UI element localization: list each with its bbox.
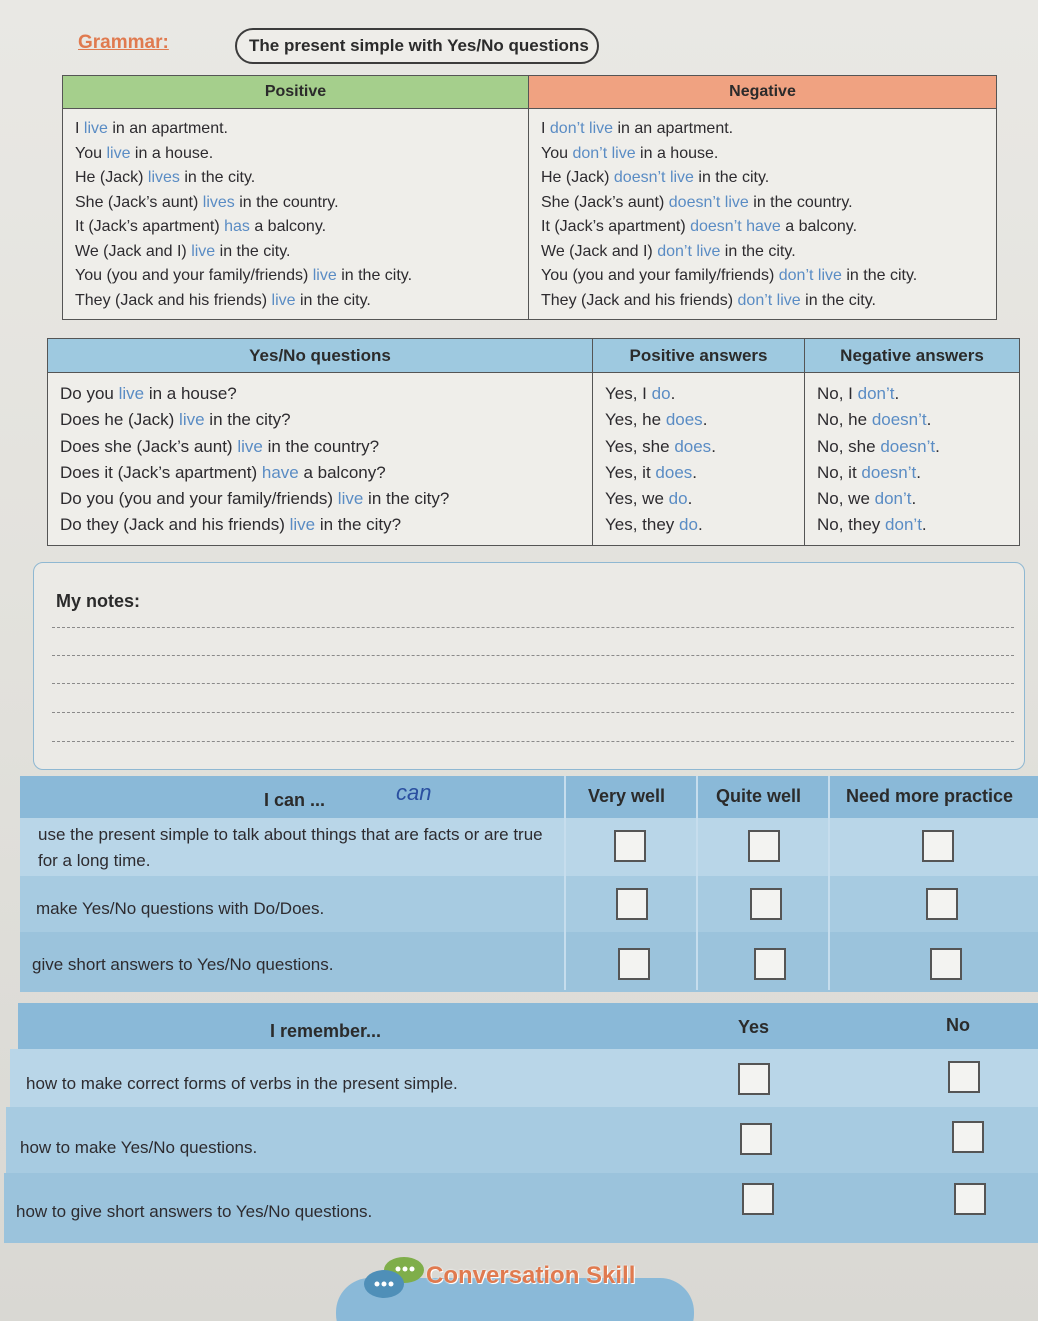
sentence-part: . xyxy=(670,384,676,403)
sentence-part: . xyxy=(697,515,703,535)
keyword: live xyxy=(191,242,216,260)
notes-title: My notes: xyxy=(56,591,141,611)
notes-box xyxy=(33,562,1025,770)
i-remember-row-text: how to make correct forms of verbs in the present simple. xyxy=(26,1074,458,1093)
sentence-part: No, he xyxy=(817,410,872,430)
keyword: does xyxy=(665,410,703,430)
sentence-part: . xyxy=(692,462,698,482)
topic-title-text: The present simple with Yes/No questions xyxy=(249,36,589,55)
i-can-row xyxy=(20,818,1038,876)
sentence-part: I xyxy=(75,120,84,137)
sentence-part: in the city. xyxy=(720,242,796,260)
sentence-part: in the country. xyxy=(748,193,853,211)
sentence-part: She (Jack’s aunt) xyxy=(541,193,669,211)
quite-well-header: Quite well xyxy=(716,786,802,806)
keyword: lives xyxy=(147,169,180,186)
sentence-part: It (Jack’s apartment) xyxy=(541,218,691,235)
positive-sentence xyxy=(75,117,520,142)
i-can-row-text: give short answers to Yes/No questions. xyxy=(32,955,334,974)
negative-column xyxy=(529,109,997,320)
i-can-row xyxy=(20,932,1038,992)
negative-sentence xyxy=(541,166,988,191)
i-can-row-text: make Yes/No questions with Do/Does. xyxy=(36,899,325,918)
i-remember-row xyxy=(10,1049,1038,1107)
keyword: doesn’t have xyxy=(690,218,781,235)
keyword: don’t xyxy=(857,384,895,403)
sentence-part: in the city. xyxy=(693,169,770,186)
sentence-part: . xyxy=(894,384,900,403)
yes-no-question xyxy=(60,460,584,486)
column-divider xyxy=(828,776,830,990)
i-remember-row xyxy=(6,1107,1038,1173)
sentence-part: Does she (Jack’s aunt) xyxy=(60,436,238,456)
sentence-part: a balcony. xyxy=(249,218,327,235)
handwritten-scribble: can xyxy=(396,780,432,805)
positive-sentence xyxy=(75,240,520,265)
negative-answers-column xyxy=(805,373,1020,546)
i-can-row-text: use the present simple to talk about things that are facts or are true for a long time. xyxy=(38,825,543,870)
sentence-part: You xyxy=(541,144,573,162)
sentence-part: Yes, I xyxy=(605,384,652,403)
i-remember-table xyxy=(0,1003,1038,1245)
sentence-part: in the city? xyxy=(204,410,291,430)
positive-answer xyxy=(605,460,796,486)
negative-sentence xyxy=(541,215,988,240)
yes-no-question xyxy=(60,512,584,538)
sentence-part: . xyxy=(702,410,708,430)
keyword: live xyxy=(337,489,364,509)
positive-answer xyxy=(605,381,796,407)
negative-answer xyxy=(817,434,1011,460)
yes-no-table xyxy=(47,338,1020,546)
yes-checkbox[interactable] xyxy=(740,1123,772,1155)
i-remember-row-text: how to make Yes/No questions. xyxy=(20,1138,258,1157)
negative-header: Negative xyxy=(529,76,997,109)
keyword: don’t xyxy=(874,489,912,509)
need-more-practice-checkbox[interactable] xyxy=(930,948,962,980)
sentence-part: Does he (Jack) xyxy=(60,410,180,430)
positive-negative-table xyxy=(62,75,997,320)
sentence-part: in the city. xyxy=(841,267,918,284)
negative-answer xyxy=(817,407,1011,433)
positive-answers-header: Positive answers xyxy=(593,339,805,373)
column-divider xyxy=(696,776,698,990)
very-well-header: Very well xyxy=(588,786,666,806)
sentence-part: You (you and your family/friends) xyxy=(75,267,313,284)
very-well-checkbox[interactable] xyxy=(618,948,650,980)
yes-header: Yes xyxy=(738,1017,770,1037)
sentence-part: in the city. xyxy=(179,169,256,186)
sentence-part: No, they xyxy=(817,515,886,535)
sentence-part: We (Jack and I) xyxy=(75,242,192,260)
yes-no-question xyxy=(60,486,584,512)
keyword: live xyxy=(237,436,263,456)
sentence-part: . xyxy=(916,462,921,482)
sentence-part: No, it xyxy=(817,462,862,482)
keyword: don’t live xyxy=(737,291,801,309)
sentence-part: in a house. xyxy=(635,144,719,162)
i-remember-row-text: how to give short answers to Yes/No questions. xyxy=(16,1202,373,1221)
yes-checkbox[interactable] xyxy=(738,1063,770,1095)
sentence-part: No, we xyxy=(817,489,875,509)
keyword: live xyxy=(83,120,108,137)
sentence-part: No, she xyxy=(817,436,881,456)
sentence-part: in the city? xyxy=(315,515,402,535)
need-more-practice-header: Need more practice xyxy=(846,786,1014,806)
keyword: do xyxy=(651,384,671,403)
i-can-header-row xyxy=(20,776,1038,818)
questions-column xyxy=(48,373,593,546)
column-divider xyxy=(564,776,566,990)
sentence-part: in the city. xyxy=(295,291,371,309)
keyword: don’t live xyxy=(549,120,614,137)
sentence-part: . xyxy=(935,436,940,456)
no-checkbox[interactable] xyxy=(954,1183,986,1215)
positive-answer xyxy=(605,486,796,512)
positive-sentence xyxy=(75,142,520,167)
sentence-part: a balcony. xyxy=(780,218,858,235)
negative-sentence xyxy=(541,117,988,142)
keyword: have xyxy=(261,462,299,482)
sentence-part: in a house? xyxy=(144,384,237,403)
sentence-part: in the city. xyxy=(336,267,413,284)
keyword: do xyxy=(679,515,698,535)
keyword: don’t live xyxy=(572,144,636,162)
negative-answers-header: Negative answers xyxy=(805,339,1020,373)
keyword: doesn’t xyxy=(861,462,917,482)
sentence-part: in a house. xyxy=(130,144,214,162)
keyword: does xyxy=(674,436,712,456)
need-more-practice-checkbox[interactable] xyxy=(926,888,958,920)
yes-no-question xyxy=(60,407,584,433)
keyword: live xyxy=(289,515,316,535)
i-remember-header-row xyxy=(18,1003,1038,1049)
very-well-checkbox[interactable] xyxy=(616,888,648,920)
sentence-part: He (Jack) xyxy=(541,169,614,186)
positive-sentence xyxy=(75,264,520,289)
negative-answer xyxy=(817,381,1011,407)
sentence-part: We (Jack and I) xyxy=(541,242,658,260)
no-header: No xyxy=(946,1015,970,1035)
sentence-part: Yes, it xyxy=(605,462,656,482)
negative-answer xyxy=(817,460,1011,486)
notes-line[interactable] xyxy=(52,741,1014,742)
sentence-part: in an apartment. xyxy=(613,120,734,137)
positive-answers-column xyxy=(593,373,805,546)
sentence-part: He (Jack) xyxy=(75,169,148,186)
sentence-part: No, I xyxy=(817,384,858,403)
yes-no-question xyxy=(60,381,584,407)
positive-answer xyxy=(605,407,796,433)
sentence-part: . xyxy=(711,436,716,456)
sentence-part: Yes, she xyxy=(605,436,675,456)
sentence-part: . xyxy=(921,515,927,535)
sentence-part: a balcony? xyxy=(298,462,386,482)
quite-well-checkbox[interactable] xyxy=(748,830,780,862)
grammar-section-label: Grammar: xyxy=(78,32,169,53)
conversation-skill-title: Conversation Skill xyxy=(426,1262,636,1289)
keyword: don’t live xyxy=(778,267,842,284)
topic-title xyxy=(235,28,599,64)
keyword: live xyxy=(118,384,145,403)
sentence-part: They (Jack and his friends) xyxy=(541,291,738,309)
sentence-part: . xyxy=(926,410,932,430)
notes-line[interactable] xyxy=(52,627,1014,628)
sentence-part: Yes, they xyxy=(605,515,680,535)
negative-sentence xyxy=(541,142,988,167)
sentence-part: Yes, we xyxy=(605,489,669,509)
positive-sentence xyxy=(75,166,520,191)
sentence-part: Do they (Jack and his friends) xyxy=(60,515,290,535)
very-well-checkbox[interactable] xyxy=(614,830,646,862)
keyword: live xyxy=(106,144,131,162)
sentence-part: in the country? xyxy=(262,436,380,456)
keyword: live xyxy=(271,291,296,309)
keyword: live xyxy=(312,267,337,284)
sentence-part: I xyxy=(541,120,550,137)
sentence-part: in the city. xyxy=(800,291,876,309)
sentence-part: Do you (you and your family/friends) xyxy=(60,489,338,509)
positive-sentence xyxy=(75,215,520,240)
keyword: don’t xyxy=(885,515,922,535)
sentence-part: in the city. xyxy=(215,242,291,260)
sentence-part: in the country. xyxy=(234,193,339,211)
notes-line[interactable] xyxy=(52,712,1014,713)
sentence-part: . xyxy=(687,489,693,509)
quite-well-checkbox[interactable] xyxy=(754,948,786,980)
negative-sentence xyxy=(541,191,988,216)
no-checkbox[interactable] xyxy=(948,1061,980,1093)
positive-sentence xyxy=(75,289,520,314)
i-can-row xyxy=(20,876,1038,932)
yes-checkbox[interactable] xyxy=(742,1183,774,1215)
positive-sentence xyxy=(75,191,520,216)
keyword: live xyxy=(179,410,205,430)
sentence-part: You (you and your family/friends) xyxy=(541,267,779,284)
i-can-table xyxy=(20,776,1038,992)
keyword: doesn’t live xyxy=(668,193,749,211)
positive-header: Positive xyxy=(63,76,529,109)
i-remember-header: I remember... xyxy=(270,1021,382,1041)
positive-column xyxy=(63,109,529,320)
i-remember-row xyxy=(4,1173,1038,1243)
questions-header: Yes/No questions xyxy=(48,339,593,373)
notes-line[interactable] xyxy=(52,683,1014,684)
keyword: doesn’t xyxy=(880,436,936,456)
speech-bubble-icon xyxy=(360,1256,426,1302)
keyword: does xyxy=(655,462,693,482)
sentence-part: in an apartment. xyxy=(107,120,228,137)
keyword: has xyxy=(224,218,250,235)
quite-well-checkbox[interactable] xyxy=(750,888,782,920)
positive-answer xyxy=(605,512,796,538)
sentence-part: It (Jack’s apartment) xyxy=(75,218,225,235)
yes-no-question xyxy=(60,434,584,460)
negative-answer xyxy=(817,486,1011,512)
sentence-part: Do you xyxy=(60,384,119,403)
no-checkbox[interactable] xyxy=(952,1121,984,1153)
sentence-part: She (Jack’s aunt) xyxy=(75,193,203,211)
conversation-skill-banner xyxy=(330,1252,695,1321)
keyword: doesn’t live xyxy=(613,169,694,186)
keyword: lives xyxy=(202,193,235,211)
need-more-practice-checkbox[interactable] xyxy=(922,830,954,862)
sentence-part: Yes, he xyxy=(605,410,666,430)
negative-sentence xyxy=(541,264,988,289)
notes-line[interactable] xyxy=(52,655,1014,656)
keyword: don’t live xyxy=(657,242,721,260)
negative-sentence xyxy=(541,289,988,314)
sentence-part: They (Jack and his friends) xyxy=(75,291,272,309)
sentence-part: Does it (Jack’s apartment) xyxy=(60,462,262,482)
negative-sentence xyxy=(541,240,988,265)
keyword: doesn’t xyxy=(871,410,927,430)
sentence-part: in the city? xyxy=(363,489,450,509)
negative-answer xyxy=(817,512,1011,538)
sentence-part: You xyxy=(75,144,107,162)
sentence-part: . xyxy=(911,489,917,509)
positive-answer xyxy=(605,434,796,460)
i-can-header: I can ... xyxy=(264,790,326,810)
keyword: do xyxy=(668,489,688,509)
